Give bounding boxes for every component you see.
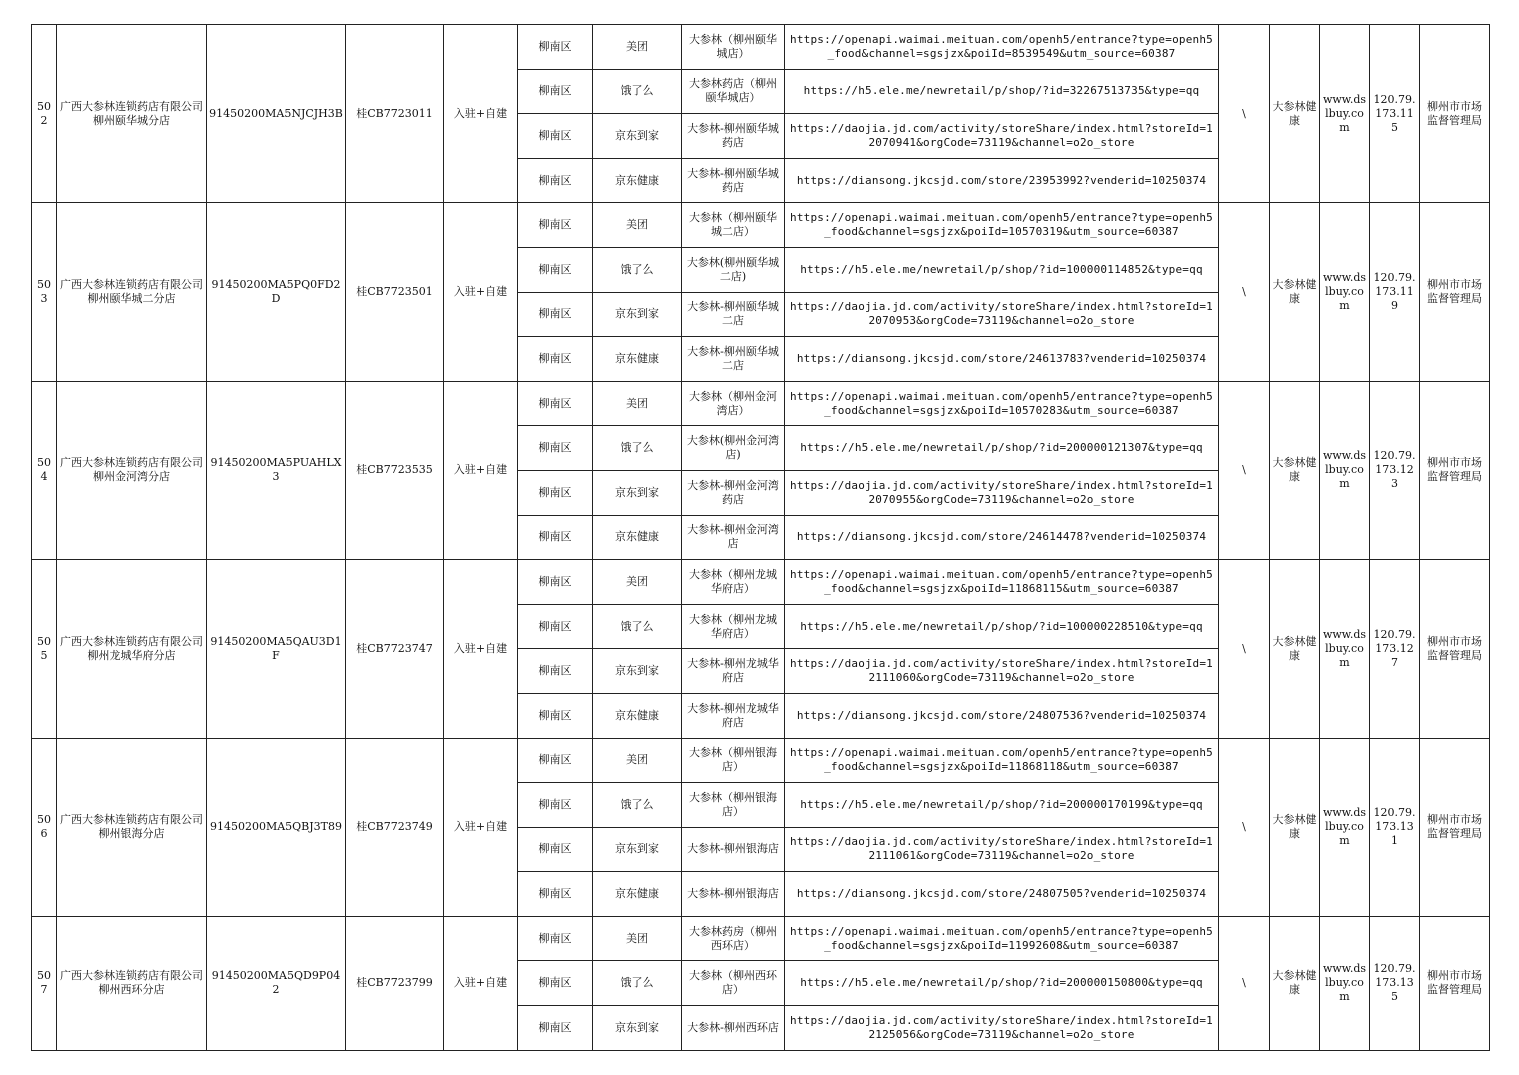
shop-url-cell: https://daojia.jd.com/activity/storeShare/index.html?storeId=12111061&orgCode=73119&channel=o2o_store: [785, 827, 1219, 872]
shop-url-cell: https://h5.ele.me/newretail/p/shop/?id=100000114852&type=qq: [785, 247, 1219, 292]
service-mode: 入驻+自建: [444, 738, 518, 916]
service-mode: 入驻+自建: [444, 381, 518, 559]
shop-url-cell: https://diansong.jkcsjd.com/store/24613783?venderid=10250374: [785, 337, 1219, 382]
row-number: 504: [32, 381, 57, 559]
district-cell: 柳南区: [518, 649, 593, 694]
registry-body: [32, 25, 1490, 1051]
platform-cell: 饿了么: [593, 961, 682, 1006]
table-row: [32, 560, 1490, 605]
district-cell: 柳南区: [518, 560, 593, 605]
service-mode: 入驻+自建: [444, 25, 518, 203]
website: www.dslbuy.com: [1320, 560, 1370, 738]
platform-cell: 美团: [593, 560, 682, 605]
credit-code: 91450200MA5QAU3D1F: [207, 560, 346, 738]
district-cell: 柳南区: [518, 1006, 593, 1051]
platform-cell: 京东健康: [593, 337, 682, 382]
district-cell: 柳南区: [518, 827, 593, 872]
website: www.dslbuy.com: [1320, 25, 1370, 203]
shop-name-cell: 大参林-柳州颐华城二店: [682, 337, 785, 382]
app-name: \: [1219, 203, 1270, 381]
table-row: [32, 25, 1490, 70]
district-cell: 柳南区: [518, 247, 593, 292]
shop-url-cell: https://openapi.waimai.meituan.com/openh5/entrance?type=openh5_food&channel=sgsjzx&poiId=11992608&utm_source=60387: [785, 916, 1219, 961]
regulator: 柳州市市场监督管理局: [1420, 916, 1490, 1050]
shop-url-cell: https://daojia.jd.com/activity/storeShare/index.html?storeId=12070953&orgCode=73119&channel=o2o_store: [785, 292, 1219, 337]
company-name: 广西大参林连锁药店有限公司柳州金河湾分店: [57, 381, 207, 559]
platform-cell: 京东到家: [593, 827, 682, 872]
platform-cell: 京东健康: [593, 515, 682, 560]
platform-cell: 京东到家: [593, 292, 682, 337]
brand-name: 大参林健康: [1270, 738, 1320, 916]
shop-name-cell: 大参林-柳州龙城华府店: [682, 693, 785, 738]
platform-cell: 京东到家: [593, 1006, 682, 1051]
row-number: 505: [32, 560, 57, 738]
shop-name-cell: 大参林（柳州银海店）: [682, 738, 785, 783]
company-name: 广西大参林连锁药店有限公司柳州颐华城分店: [57, 25, 207, 203]
website: www.dslbuy.com: [1320, 381, 1370, 559]
service-mode: 入驻+自建: [444, 916, 518, 1050]
app-name: \: [1219, 381, 1270, 559]
license-number: 桂CB7723749: [346, 738, 444, 916]
shop-url-cell: https://daojia.jd.com/activity/storeShare/index.html?storeId=12125056&orgCode=73119&channel=o2o_store: [785, 1006, 1219, 1051]
regulator: 柳州市市场监督管理局: [1420, 560, 1490, 738]
credit-code: 91450200MA5PUAHLX3: [207, 381, 346, 559]
shop-url-cell: https://openapi.waimai.meituan.com/openh5/entrance?type=openh5_food&channel=sgsjzx&poiId=10570283&utm_source=60387: [785, 381, 1219, 426]
platform-cell: 美团: [593, 203, 682, 248]
shop-name-cell: 大参林（柳州银海店）: [682, 783, 785, 828]
shop-name-cell: 大参林-柳州颐华城药店: [682, 114, 785, 159]
ip-address: 120.79.173.123: [1370, 381, 1420, 559]
table-row: [32, 916, 1490, 961]
shop-name-cell: 大参林(柳州金河湾店): [682, 426, 785, 471]
shop-url-cell: https://daojia.jd.com/activity/storeShare/index.html?storeId=12111060&orgCode=73119&channel=o2o_store: [785, 649, 1219, 694]
shop-url-cell: https://daojia.jd.com/activity/storeShare/index.html?storeId=12070941&orgCode=73119&channel=o2o_store: [785, 114, 1219, 159]
shop-url-cell: https://diansong.jkcsjd.com/store/24807505?venderid=10250374: [785, 872, 1219, 917]
platform-cell: 京东到家: [593, 114, 682, 159]
company-name: 广西大参林连锁药店有限公司柳州龙城华府分店: [57, 560, 207, 738]
registry-sheet: [31, 24, 1490, 1051]
platform-cell: 京东到家: [593, 470, 682, 515]
platform-cell: 京东健康: [593, 872, 682, 917]
district-cell: 柳南区: [518, 961, 593, 1006]
regulator: 柳州市市场监督管理局: [1420, 25, 1490, 203]
shop-name-cell: 大参林-柳州颐华城二店: [682, 292, 785, 337]
ip-address: 120.79.173.127: [1370, 560, 1420, 738]
shop-name-cell: 大参林（柳州颐华城二店）: [682, 203, 785, 248]
ip-address: 120.79.173.119: [1370, 203, 1420, 381]
shop-name-cell: 大参林-柳州金河湾店: [682, 515, 785, 560]
shop-name-cell: 大参林-柳州西环店: [682, 1006, 785, 1051]
shop-url-cell: https://diansong.jkcsjd.com/store/24614478?venderid=10250374: [785, 515, 1219, 560]
shop-name-cell: 大参林（柳州龙城华府店）: [682, 604, 785, 649]
credit-code: 91450200MA5NJCJH3B: [207, 25, 346, 203]
ip-address: 120.79.173.131: [1370, 738, 1420, 916]
app-name: \: [1219, 25, 1270, 203]
shop-name-cell: 大参林-柳州金河湾药店: [682, 470, 785, 515]
shop-url-cell: https://h5.ele.me/newretail/p/shop/?id=32267513735&type=qq: [785, 69, 1219, 114]
credit-code: 91450200MA5PQ0FD2D: [207, 203, 346, 381]
service-mode: 入驻+自建: [444, 560, 518, 738]
shop-name-cell: 大参林(柳州颐华城二店): [682, 247, 785, 292]
company-name: 广西大参林连锁药店有限公司柳州银海分店: [57, 738, 207, 916]
license-number: 桂CB7723501: [346, 203, 444, 381]
shop-url-cell: https://openapi.waimai.meituan.com/openh5/entrance?type=openh5_food&channel=sgsjzx&poiId=11868115&utm_source=60387: [785, 560, 1219, 605]
row-number: 507: [32, 916, 57, 1050]
shop-url-cell: https://openapi.waimai.meituan.com/openh5/entrance?type=openh5_food&channel=sgsjzx&poiId=8539549&utm_source=60387: [785, 25, 1219, 70]
regulator: 柳州市市场监督管理局: [1420, 203, 1490, 381]
platform-cell: 京东到家: [593, 649, 682, 694]
platform-cell: 美团: [593, 916, 682, 961]
website: www.dslbuy.com: [1320, 916, 1370, 1050]
shop-name-cell: 大参林-柳州颐华城药店: [682, 158, 785, 203]
brand-name: 大参林健康: [1270, 25, 1320, 203]
website: www.dslbuy.com: [1320, 203, 1370, 381]
district-cell: 柳南区: [518, 158, 593, 203]
brand-name: 大参林健康: [1270, 560, 1320, 738]
license-number: 桂CB7723011: [346, 25, 444, 203]
platform-cell: 饿了么: [593, 69, 682, 114]
shop-name-cell: 大参林（柳州金河湾店）: [682, 381, 785, 426]
row-number: 502: [32, 25, 57, 203]
district-cell: 柳南区: [518, 69, 593, 114]
ip-address: 120.79.173.135: [1370, 916, 1420, 1050]
district-cell: 柳南区: [518, 872, 593, 917]
brand-name: 大参林健康: [1270, 916, 1320, 1050]
shop-url-cell: https://h5.ele.me/newretail/p/shop/?id=200000121307&type=qq: [785, 426, 1219, 471]
district-cell: 柳南区: [518, 916, 593, 961]
district-cell: 柳南区: [518, 738, 593, 783]
district-cell: 柳南区: [518, 381, 593, 426]
platform-cell: 饿了么: [593, 247, 682, 292]
district-cell: 柳南区: [518, 292, 593, 337]
app-name: \: [1219, 560, 1270, 738]
district-cell: 柳南区: [518, 25, 593, 70]
row-number: 506: [32, 738, 57, 916]
shop-url-cell: https://h5.ele.me/newretail/p/shop/?id=100000228510&type=qq: [785, 604, 1219, 649]
brand-name: 大参林健康: [1270, 203, 1320, 381]
row-number: 503: [32, 203, 57, 381]
company-name: 广西大参林连锁药店有限公司柳州颐华城二分店: [57, 203, 207, 381]
district-cell: 柳南区: [518, 426, 593, 471]
platform-cell: 美团: [593, 381, 682, 426]
platform-cell: 京东健康: [593, 158, 682, 203]
regulator: 柳州市市场监督管理局: [1420, 381, 1490, 559]
platform-cell: 美团: [593, 25, 682, 70]
platform-cell: 饿了么: [593, 783, 682, 828]
shop-url-cell: https://openapi.waimai.meituan.com/openh5/entrance?type=openh5_food&channel=sgsjzx&poiId=11868118&utm_source=60387: [785, 738, 1219, 783]
company-name: 广西大参林连锁药店有限公司柳州西环分店: [57, 916, 207, 1050]
website: www.dslbuy.com: [1320, 738, 1370, 916]
shop-name-cell: 大参林药房（柳州西环店）: [682, 916, 785, 961]
regulator: 柳州市市场监督管理局: [1420, 738, 1490, 916]
shop-name-cell: 大参林（柳州颐华城店）: [682, 25, 785, 70]
district-cell: 柳南区: [518, 515, 593, 560]
app-name: \: [1219, 916, 1270, 1050]
shop-name-cell: 大参林-柳州银海店: [682, 827, 785, 872]
table-row: [32, 203, 1490, 248]
service-mode: 入驻+自建: [444, 203, 518, 381]
district-cell: 柳南区: [518, 604, 593, 649]
district-cell: 柳南区: [518, 693, 593, 738]
district-cell: 柳南区: [518, 337, 593, 382]
shop-url-cell: https://h5.ele.me/newretail/p/shop/?id=200000150800&type=qq: [785, 961, 1219, 1006]
shop-name-cell: 大参林药店（柳州颐华城店）: [682, 69, 785, 114]
platform-cell: 京东健康: [593, 693, 682, 738]
credit-code: 91450200MA5QD9P042: [207, 916, 346, 1050]
district-cell: 柳南区: [518, 114, 593, 159]
credit-code: 91450200MA5QBJ3T89: [207, 738, 346, 916]
pharmacy-registry-table: [31, 24, 1490, 1051]
shop-url-cell: https://openapi.waimai.meituan.com/openh5/entrance?type=openh5_food&channel=sgsjzx&poiId=10570319&utm_source=60387: [785, 203, 1219, 248]
license-number: 桂CB7723747: [346, 560, 444, 738]
platform-cell: 饿了么: [593, 426, 682, 471]
table-row: [32, 738, 1490, 783]
app-name: \: [1219, 738, 1270, 916]
district-cell: 柳南区: [518, 470, 593, 515]
shop-name-cell: 大参林-柳州银海店: [682, 872, 785, 917]
platform-cell: 饿了么: [593, 604, 682, 649]
shop-url-cell: https://daojia.jd.com/activity/storeShare/index.html?storeId=12070955&orgCode=73119&channel=o2o_store: [785, 470, 1219, 515]
brand-name: 大参林健康: [1270, 381, 1320, 559]
district-cell: 柳南区: [518, 783, 593, 828]
shop-url-cell: https://diansong.jkcsjd.com/store/23953992?venderid=10250374: [785, 158, 1219, 203]
shop-name-cell: 大参林（柳州西环店）: [682, 961, 785, 1006]
platform-cell: 美团: [593, 738, 682, 783]
shop-name-cell: 大参林-柳州龙城华府店: [682, 649, 785, 694]
shop-name-cell: 大参林（柳州龙城华府店）: [682, 560, 785, 605]
shop-url-cell: https://h5.ele.me/newretail/p/shop/?id=200000170199&type=qq: [785, 783, 1219, 828]
shop-url-cell: https://diansong.jkcsjd.com/store/24807536?venderid=10250374: [785, 693, 1219, 738]
ip-address: 120.79.173.115: [1370, 25, 1420, 203]
license-number: 桂CB7723535: [346, 381, 444, 559]
table-row: [32, 381, 1490, 426]
license-number: 桂CB7723799: [346, 916, 444, 1050]
district-cell: 柳南区: [518, 203, 593, 248]
